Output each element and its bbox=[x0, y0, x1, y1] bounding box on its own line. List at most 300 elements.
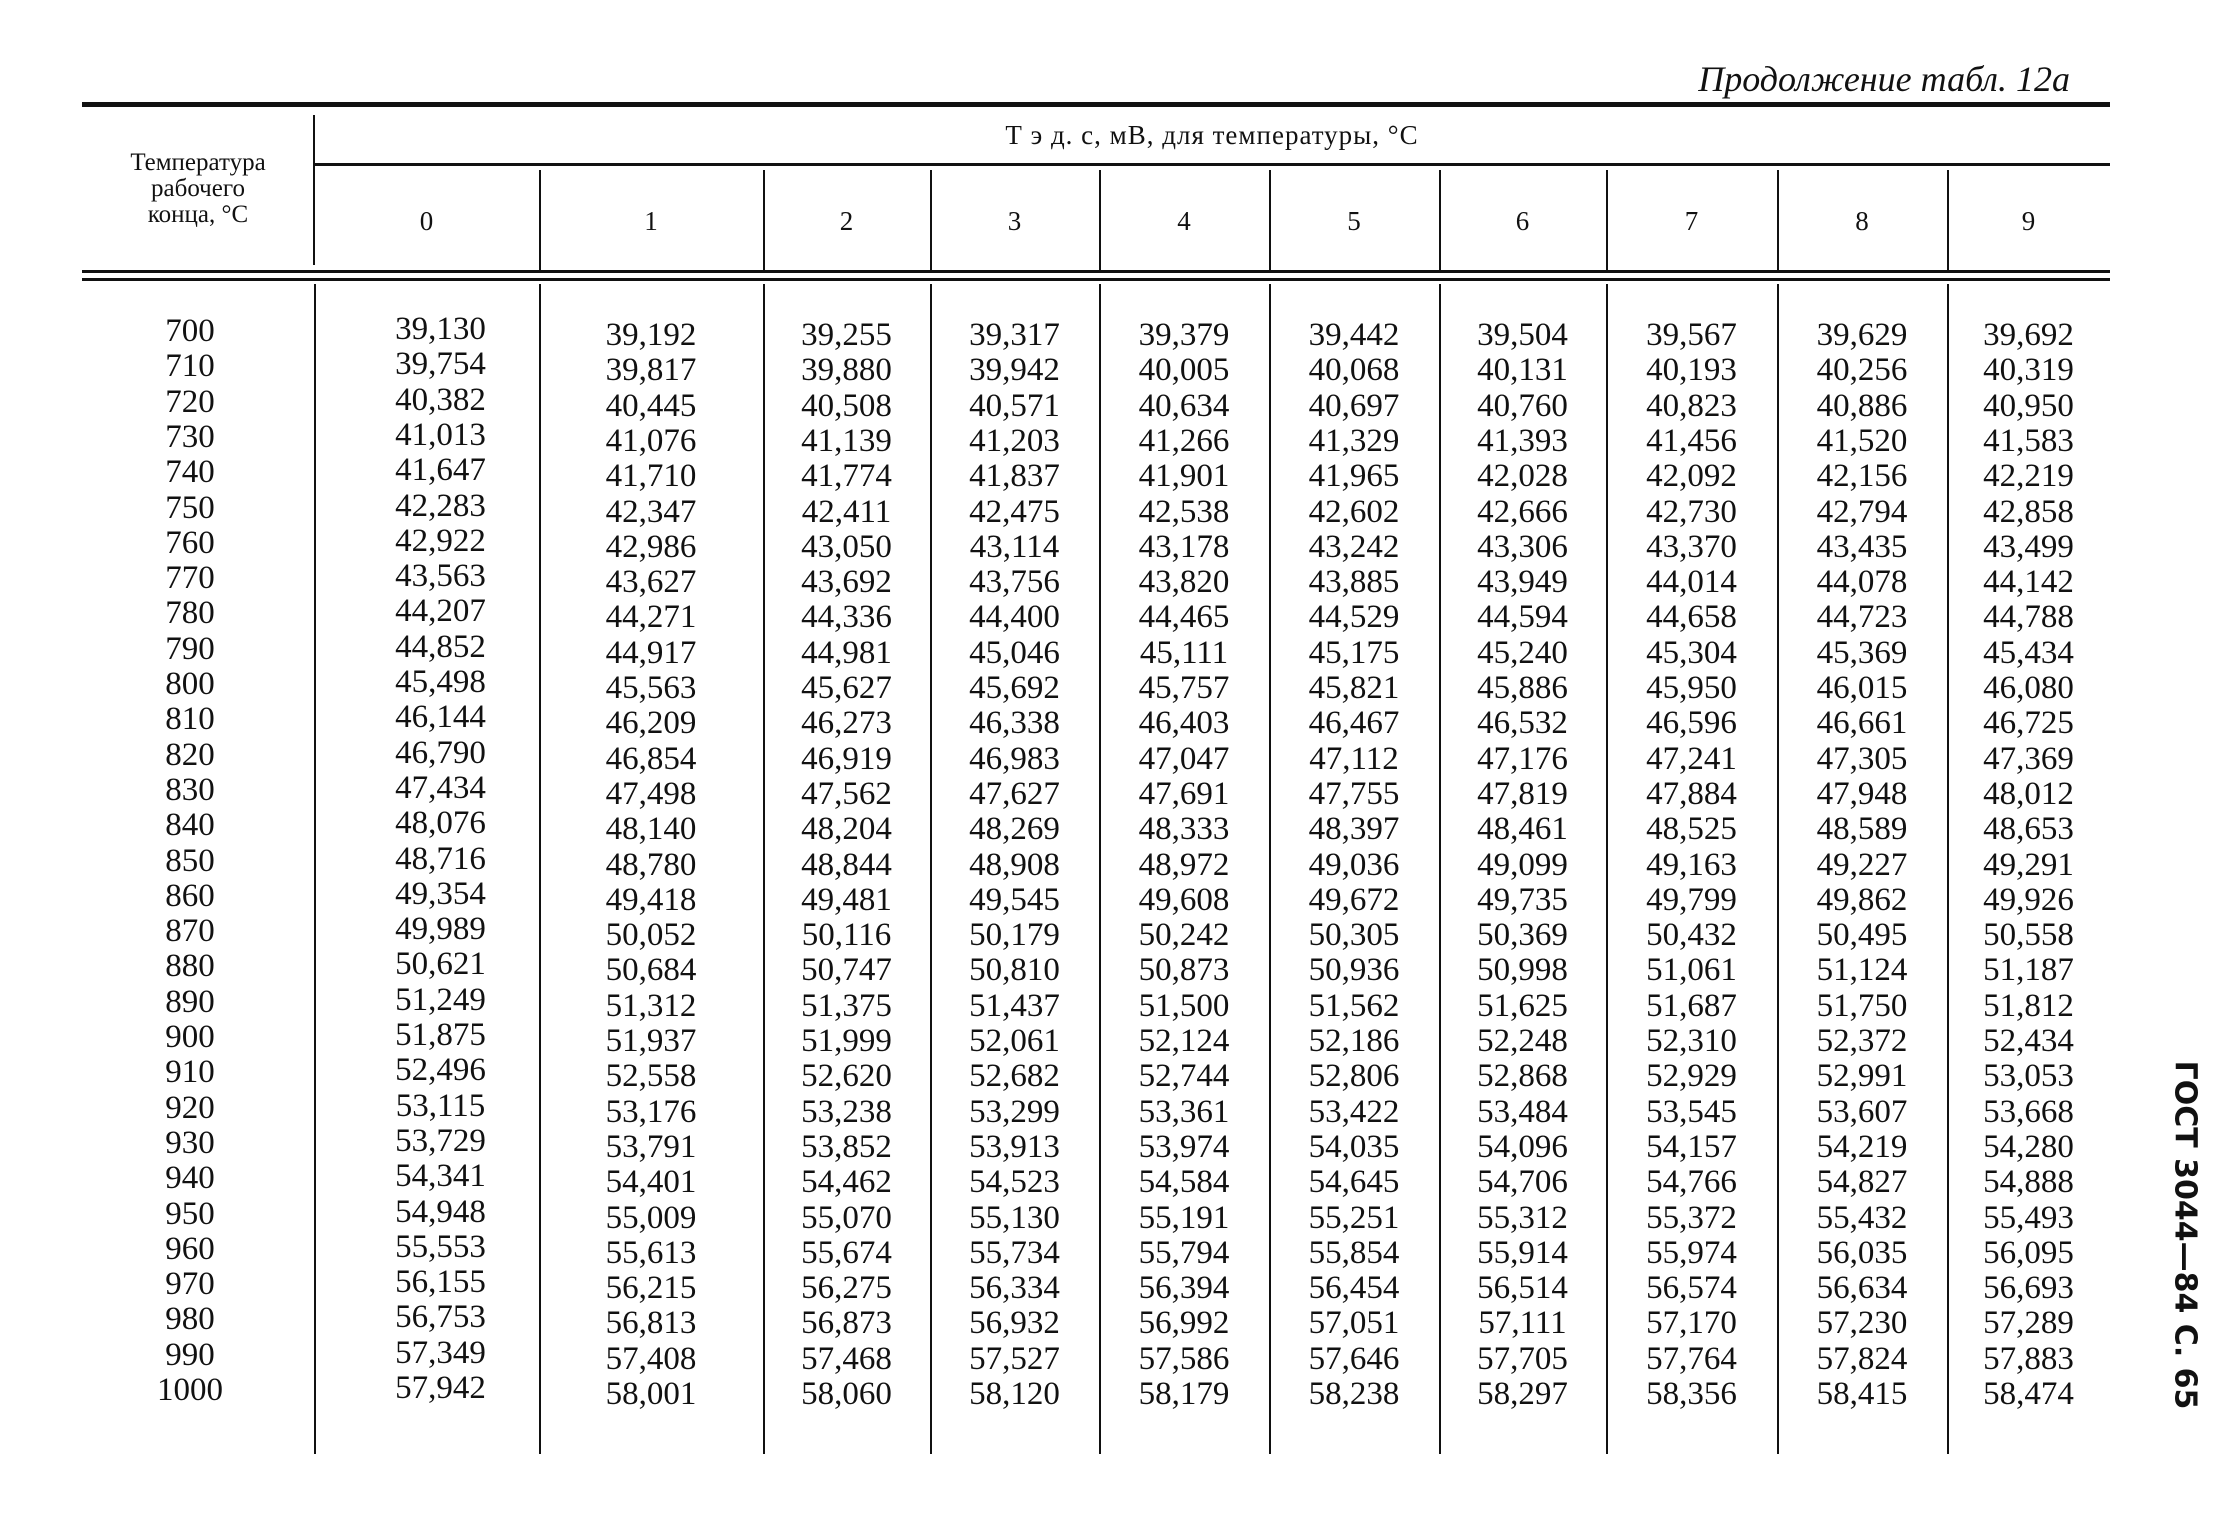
table-cell: 48,204 bbox=[801, 811, 892, 848]
table-cell: 58,238 bbox=[1308, 1376, 1400, 1412]
table-cell: 45,950 bbox=[1646, 670, 1737, 706]
table-cell: 44,014 bbox=[1646, 564, 1737, 601]
table-cell: 45,434 bbox=[1983, 634, 2074, 671]
table-cell: 44,400 bbox=[969, 599, 1060, 636]
table-cell: 45,240 bbox=[1477, 634, 1568, 671]
table-cell: 46,209 bbox=[605, 705, 697, 742]
table-cell: 40,823 bbox=[1646, 387, 1737, 424]
table-cell: 50,873 bbox=[1138, 952, 1230, 989]
table-cell: 47,369 bbox=[1983, 740, 2074, 777]
table-cell: 50,747 bbox=[801, 952, 892, 989]
table-cell: 54,523 bbox=[969, 1164, 1060, 1201]
table-cell: 51,249 bbox=[395, 981, 486, 1018]
table-cell: 56,454 bbox=[1308, 1270, 1400, 1307]
table-cell: 42,666 bbox=[1477, 493, 1568, 530]
table-cell: 47,112 bbox=[1309, 740, 1399, 777]
table-cell: 46,467 bbox=[1308, 705, 1400, 742]
header-bottom-rule bbox=[82, 270, 2110, 273]
row-temperature: 970 bbox=[165, 1266, 215, 1303]
table-cell: 40,634 bbox=[1138, 387, 1230, 424]
table-cell: 44,207 bbox=[395, 593, 486, 630]
table-cell: 51,625 bbox=[1477, 987, 1568, 1024]
table-cell: 39,942 bbox=[969, 352, 1060, 389]
table-cell: 49,799 bbox=[1646, 881, 1737, 918]
row-temperature: 810 bbox=[165, 701, 215, 738]
table-cell: 42,538 bbox=[1138, 493, 1230, 530]
table-cell: 52,434 bbox=[1983, 1023, 2074, 1059]
table-cell: 52,991 bbox=[1816, 1058, 1908, 1095]
table-cell: 53,729 bbox=[395, 1122, 486, 1159]
table-cell: 51,437 bbox=[969, 987, 1060, 1024]
table-cell: 46,338 bbox=[969, 705, 1060, 742]
row-temperature: 950 bbox=[165, 1195, 215, 1232]
table-cell: 50,116 bbox=[801, 917, 892, 954]
table-cell: 49,862 bbox=[1816, 881, 1908, 918]
table-cell: 45,821 bbox=[1308, 670, 1400, 706]
row-temperature: 890 bbox=[165, 983, 215, 1020]
table-cell: 49,227 bbox=[1816, 846, 1908, 883]
table-cell: 48,589 bbox=[1816, 811, 1908, 848]
temperature-header-line: рабочего bbox=[151, 175, 245, 202]
table-cell: 42,475 bbox=[969, 493, 1060, 530]
table-cell: 55,914 bbox=[1477, 1234, 1568, 1271]
table-cell: 40,193 bbox=[1646, 352, 1737, 389]
table-cell: 56,753 bbox=[395, 1299, 486, 1336]
table-cell: 47,691 bbox=[1138, 775, 1230, 812]
row-temperature: 840 bbox=[165, 807, 215, 844]
table-cell: 40,508 bbox=[801, 387, 892, 424]
row-temperature: 1000 bbox=[157, 1372, 223, 1408]
table-cell: 42,411 bbox=[801, 493, 892, 530]
column-header-0: 0 bbox=[419, 206, 434, 236]
table-cell: 40,005 bbox=[1138, 352, 1230, 389]
column-header-9: 9 bbox=[2021, 206, 2036, 236]
table-cell: 40,950 bbox=[1983, 387, 2074, 424]
table-cell: 50,810 bbox=[969, 952, 1060, 989]
table-cell: 49,354 bbox=[395, 875, 486, 912]
table-cell: 51,187 bbox=[1983, 952, 2074, 989]
table-cell: 41,647 bbox=[395, 452, 486, 489]
row-temperature: 870 bbox=[165, 913, 215, 950]
temperature-header-line: Температура bbox=[130, 149, 266, 176]
temperature-header-line: конца, °С bbox=[147, 201, 249, 228]
table-cell: 39,629 bbox=[1816, 317, 1908, 353]
table-cell: 53,299 bbox=[969, 1093, 1060, 1130]
table-cell: 57,051 bbox=[1308, 1305, 1400, 1342]
table-cell: 53,607 bbox=[1816, 1093, 1908, 1130]
table-cell: 48,780 bbox=[605, 846, 697, 883]
table-cell: 43,949 bbox=[1477, 564, 1568, 601]
table-cell: 52,310 bbox=[1646, 1023, 1737, 1059]
table-cell: 46,080 bbox=[1983, 670, 2074, 706]
table-cell: 46,983 bbox=[969, 740, 1060, 777]
table-cell: 57,349 bbox=[395, 1334, 486, 1371]
table-cell: 42,028 bbox=[1477, 458, 1568, 495]
table-cell: 39,317 bbox=[969, 317, 1060, 353]
table-cell: 42,986 bbox=[605, 528, 697, 565]
table-cell: 51,500 bbox=[1138, 987, 1230, 1024]
table-cell: 46,403 bbox=[1138, 705, 1230, 742]
table-cell: 56,574 bbox=[1646, 1270, 1737, 1307]
row-temperature: 800 bbox=[165, 666, 215, 702]
table-cell: 48,461 bbox=[1477, 811, 1568, 848]
table-cell: 56,634 bbox=[1816, 1270, 1908, 1307]
column-header-6: 6 bbox=[1515, 206, 1530, 236]
row-temperature: 720 bbox=[165, 383, 215, 420]
table-cell: 44,529 bbox=[1308, 599, 1400, 636]
table-cell: 50,495 bbox=[1816, 917, 1908, 954]
row-temperature: 740 bbox=[165, 454, 215, 491]
table-cell: 46,725 bbox=[1983, 705, 2074, 742]
table-cell: 46,854 bbox=[605, 740, 697, 777]
table-cell: 55,674 bbox=[801, 1234, 892, 1271]
table-cell: 40,886 bbox=[1816, 387, 1908, 424]
table-cell: 46,273 bbox=[801, 705, 892, 742]
table-cell: 52,868 bbox=[1477, 1058, 1568, 1095]
table-cell: 56,215 bbox=[605, 1270, 697, 1307]
table-cell: 49,099 bbox=[1477, 846, 1568, 883]
table-cell: 42,858 bbox=[1983, 493, 2074, 530]
table-cell: 47,498 bbox=[605, 775, 697, 812]
table-cell: 43,178 bbox=[1138, 528, 1230, 565]
table-cell: 58,060 bbox=[801, 1376, 892, 1412]
table-cell: 50,432 bbox=[1646, 917, 1737, 954]
table-cell: 45,369 bbox=[1816, 634, 1908, 671]
table-cell: 53,361 bbox=[1138, 1093, 1230, 1130]
continuation-title: Продолжение табл. 12а bbox=[1698, 59, 2070, 99]
table-cell: 55,432 bbox=[1816, 1199, 1908, 1236]
table-cell: 52,186 bbox=[1308, 1023, 1400, 1059]
table-cell: 42,602 bbox=[1308, 493, 1400, 530]
table-cell: 58,415 bbox=[1816, 1376, 1908, 1412]
table-cell: 52,744 bbox=[1138, 1058, 1230, 1095]
table-cell: 43,242 bbox=[1308, 528, 1400, 565]
table-cell: 40,319 bbox=[1983, 352, 2074, 389]
table-cell: 48,012 bbox=[1983, 775, 2074, 812]
table-cell: 39,817 bbox=[605, 352, 697, 389]
table-cell: 47,241 bbox=[1646, 740, 1737, 777]
table-cell: 53,115 bbox=[395, 1087, 486, 1124]
table-cell: 57,646 bbox=[1308, 1340, 1400, 1377]
table-cell: 52,929 bbox=[1646, 1058, 1737, 1095]
table-cell: 45,046 bbox=[969, 634, 1060, 671]
table-cell: 39,255 bbox=[801, 317, 892, 353]
table-cell: 54,827 bbox=[1816, 1164, 1908, 1201]
table-cell: 53,422 bbox=[1308, 1093, 1400, 1130]
table-cell: 52,248 bbox=[1477, 1023, 1568, 1059]
table-cell: 57,170 bbox=[1646, 1305, 1737, 1342]
table-cell: 55,794 bbox=[1138, 1234, 1230, 1271]
table-cell: 52,124 bbox=[1138, 1023, 1230, 1059]
table-cell: 54,462 bbox=[801, 1164, 892, 1201]
table-cell: 51,375 bbox=[801, 987, 892, 1024]
table-cell: 44,594 bbox=[1477, 599, 1568, 636]
table-cell: 39,754 bbox=[395, 346, 486, 383]
table-cell: 47,047 bbox=[1138, 740, 1230, 777]
table-cell: 39,567 bbox=[1646, 317, 1737, 353]
table-cell: 39,442 bbox=[1308, 317, 1400, 353]
table-cell: 53,238 bbox=[801, 1093, 892, 1130]
table-cell: 53,913 bbox=[969, 1128, 1060, 1165]
row-temperature: 940 bbox=[165, 1160, 215, 1197]
table-cell: 51,061 bbox=[1646, 952, 1737, 989]
table-cell: 40,068 bbox=[1308, 352, 1400, 389]
table-cell: 55,613 bbox=[605, 1234, 697, 1271]
table-cell: 56,873 bbox=[801, 1305, 892, 1342]
table-cell: 55,312 bbox=[1477, 1199, 1568, 1236]
table-cell: 49,545 bbox=[969, 881, 1060, 918]
table-cell: 53,852 bbox=[801, 1128, 892, 1165]
table-cell: 47,176 bbox=[1477, 740, 1568, 777]
column-header-3: 3 bbox=[1007, 206, 1022, 236]
table-cell: 41,837 bbox=[969, 458, 1060, 495]
table-cell: 50,242 bbox=[1138, 917, 1230, 954]
table-cell: 48,716 bbox=[395, 840, 486, 877]
table-cell: 40,131 bbox=[1477, 352, 1568, 389]
table-cell: 48,140 bbox=[605, 811, 697, 848]
table-cell: 49,989 bbox=[395, 911, 486, 948]
table-cell: 57,289 bbox=[1983, 1305, 2074, 1342]
row-temperature: 920 bbox=[165, 1089, 215, 1126]
table-cell: 48,653 bbox=[1983, 811, 2074, 848]
table-cell: 46,919 bbox=[801, 740, 892, 777]
table-cell: 41,774 bbox=[801, 458, 892, 495]
table-cell: 45,627 bbox=[801, 670, 892, 706]
table-cell: 56,813 bbox=[605, 1305, 697, 1342]
table-cell: 53,668 bbox=[1983, 1093, 2074, 1130]
table-cell: 56,992 bbox=[1138, 1305, 1230, 1342]
table-cell: 47,434 bbox=[395, 769, 486, 806]
table-cell: 48,076 bbox=[395, 805, 486, 842]
table-cell: 53,974 bbox=[1138, 1128, 1230, 1165]
table-cell: 57,230 bbox=[1816, 1305, 1908, 1342]
table-cell: 46,790 bbox=[395, 734, 486, 771]
table-cell: 45,692 bbox=[969, 670, 1060, 706]
table-cell: 54,219 bbox=[1816, 1128, 1908, 1165]
table-cell: 53,545 bbox=[1646, 1093, 1737, 1130]
table-top-rule bbox=[82, 102, 2110, 107]
table-cell: 53,484 bbox=[1477, 1093, 1568, 1130]
table-cell: 43,627 bbox=[605, 564, 697, 601]
table-cell: 57,942 bbox=[395, 1370, 486, 1406]
table-cell: 55,734 bbox=[969, 1234, 1060, 1271]
table-cell: 57,705 bbox=[1477, 1340, 1568, 1377]
row-temperature: 860 bbox=[165, 877, 215, 914]
table-cell: 56,693 bbox=[1983, 1270, 2074, 1307]
table-cell: 56,155 bbox=[395, 1264, 486, 1301]
row-temperature: 730 bbox=[165, 418, 215, 455]
table-cell: 45,304 bbox=[1646, 634, 1737, 671]
table-cell: 42,092 bbox=[1646, 458, 1737, 495]
row-temperature: 880 bbox=[165, 948, 215, 985]
table-cell: 49,291 bbox=[1983, 846, 2074, 883]
group-header-rule bbox=[314, 163, 2110, 166]
table-cell: 42,283 bbox=[395, 487, 486, 524]
table-cell: 42,219 bbox=[1983, 458, 2074, 495]
table-cell: 51,562 bbox=[1308, 987, 1400, 1024]
table-cell: 55,009 bbox=[605, 1199, 697, 1236]
table-cell: 46,661 bbox=[1816, 705, 1908, 742]
table-cell: 45,563 bbox=[605, 670, 697, 706]
temperature-column-header bbox=[82, 150, 314, 228]
table-cell: 41,013 bbox=[395, 416, 486, 453]
table-cell: 43,114 bbox=[969, 528, 1060, 565]
table-cell: 52,806 bbox=[1308, 1058, 1400, 1095]
table-cell: 44,658 bbox=[1646, 599, 1737, 636]
table-cell: 48,525 bbox=[1646, 811, 1737, 848]
table-cell: 39,880 bbox=[801, 352, 892, 389]
table-cell: 46,015 bbox=[1816, 670, 1908, 706]
table-cell: 50,558 bbox=[1983, 917, 2074, 954]
table-cell: 40,256 bbox=[1816, 352, 1908, 389]
table-cell: 41,710 bbox=[605, 458, 697, 495]
table-cell: 48,397 bbox=[1308, 811, 1400, 848]
table-cell: 52,620 bbox=[801, 1058, 892, 1095]
table-cell: 54,645 bbox=[1308, 1164, 1400, 1201]
table-cell: 55,493 bbox=[1983, 1199, 2074, 1236]
table-cell: 50,684 bbox=[605, 952, 697, 989]
table-cell: 52,682 bbox=[969, 1058, 1060, 1095]
table-cell: 49,163 bbox=[1646, 846, 1737, 883]
table-cell: 57,468 bbox=[801, 1340, 892, 1377]
table-cell: 56,394 bbox=[1138, 1270, 1230, 1307]
column-header-8: 8 bbox=[1855, 206, 1869, 236]
table-cell: 49,672 bbox=[1308, 881, 1400, 918]
table-cell: 48,844 bbox=[801, 846, 892, 883]
row-temperature: 830 bbox=[165, 771, 215, 808]
table-cell: 57,586 bbox=[1138, 1340, 1230, 1377]
table-cell: 55,130 bbox=[969, 1199, 1060, 1236]
row-temperature: 960 bbox=[165, 1230, 215, 1267]
table-cell: 44,271 bbox=[605, 599, 697, 636]
table-cell: 56,035 bbox=[1816, 1234, 1908, 1271]
table-cell: 55,191 bbox=[1138, 1199, 1230, 1236]
table-cell: 57,764 bbox=[1646, 1340, 1737, 1377]
table-cell: 47,819 bbox=[1477, 775, 1568, 812]
row-temperature: 820 bbox=[165, 736, 215, 773]
table-cell: 40,571 bbox=[969, 387, 1060, 424]
table-cell: 56,514 bbox=[1477, 1270, 1568, 1307]
table-cell: 57,111 bbox=[1478, 1305, 1567, 1342]
table-cell: 58,297 bbox=[1477, 1376, 1568, 1412]
header-bottom-rule-2 bbox=[82, 278, 2110, 281]
column-header-5: 5 bbox=[1347, 206, 1361, 236]
table-cell: 54,035 bbox=[1308, 1128, 1400, 1165]
table-cell: 44,465 bbox=[1138, 599, 1230, 636]
column-header-7: 7 bbox=[1684, 206, 1699, 236]
table-cell: 54,888 bbox=[1983, 1164, 2074, 1201]
table-cell: 54,157 bbox=[1646, 1128, 1737, 1165]
table-cell: 54,280 bbox=[1983, 1128, 2074, 1165]
table-cell: 54,096 bbox=[1477, 1128, 1568, 1165]
column-header-4: 4 bbox=[1177, 206, 1191, 236]
table-cell: 43,499 bbox=[1983, 528, 2074, 565]
table-cell: 44,078 bbox=[1816, 564, 1908, 601]
row-temperature: 850 bbox=[165, 842, 215, 879]
table-cell: 39,504 bbox=[1477, 317, 1568, 353]
table-cell: 44,917 bbox=[605, 634, 697, 671]
table-cell: 45,498 bbox=[395, 664, 486, 700]
table-cell: 40,382 bbox=[395, 381, 486, 418]
column-divider bbox=[314, 284, 316, 1454]
table-cell: 44,852 bbox=[395, 628, 486, 665]
table-cell: 55,372 bbox=[1646, 1199, 1737, 1236]
table-cell: 40,697 bbox=[1308, 387, 1400, 424]
table-cell: 45,111 bbox=[1139, 634, 1229, 671]
table-cell: 55,854 bbox=[1308, 1234, 1400, 1271]
table-cell: 51,812 bbox=[1983, 987, 2074, 1024]
table-cell: 42,922 bbox=[395, 522, 486, 559]
table-cell: 46,532 bbox=[1477, 705, 1568, 742]
table-cell: 57,883 bbox=[1983, 1340, 2074, 1377]
table-cell: 50,936 bbox=[1308, 952, 1400, 989]
table-cell: 45,886 bbox=[1477, 670, 1568, 706]
table-cell: 58,179 bbox=[1138, 1376, 1230, 1412]
table-cell: 51,999 bbox=[801, 1023, 892, 1059]
table-cell: 52,372 bbox=[1816, 1023, 1908, 1059]
row-temperature: 990 bbox=[165, 1336, 215, 1373]
table-cell: 50,052 bbox=[605, 917, 697, 954]
table-cell: 48,972 bbox=[1138, 846, 1230, 883]
group-header: Т э д. с, мВ, для температуры, °С bbox=[1005, 120, 1419, 150]
table-cell: 41,583 bbox=[1983, 422, 2074, 459]
table-cell: 41,456 bbox=[1646, 422, 1737, 459]
table-cell: 56,275 bbox=[801, 1270, 892, 1307]
table-cell: 44,142 bbox=[1983, 564, 2074, 601]
table-cell: 52,496 bbox=[395, 1052, 486, 1089]
table-cell: 41,076 bbox=[605, 422, 697, 459]
table-cell: 43,563 bbox=[395, 558, 486, 595]
table-cell: 40,445 bbox=[605, 387, 697, 424]
table-cell: 41,139 bbox=[801, 422, 892, 459]
table-cell: 46,144 bbox=[395, 699, 486, 736]
table-cell: 43,692 bbox=[801, 564, 892, 601]
table-cell: 40,760 bbox=[1477, 387, 1568, 424]
table-cell: 57,824 bbox=[1816, 1340, 1908, 1377]
row-temperature: 900 bbox=[165, 1019, 215, 1055]
row-temperature: 930 bbox=[165, 1124, 215, 1161]
table-cell: 54,341 bbox=[395, 1158, 486, 1195]
table-cell: 54,584 bbox=[1138, 1164, 1230, 1201]
column-header-2: 2 bbox=[839, 206, 854, 236]
table-cell: 43,370 bbox=[1646, 528, 1737, 565]
row-temperature: 760 bbox=[165, 524, 215, 561]
table-cell: 49,926 bbox=[1983, 881, 2074, 918]
table-cell: 45,757 bbox=[1138, 670, 1230, 706]
row-temperature: 710 bbox=[165, 348, 215, 385]
table-cell: 53,791 bbox=[605, 1128, 697, 1165]
table-cell: 54,948 bbox=[395, 1193, 486, 1230]
table-cell: 50,998 bbox=[1477, 952, 1568, 989]
table-cell: 57,527 bbox=[969, 1340, 1060, 1377]
table-cell: 49,608 bbox=[1138, 881, 1230, 918]
table-cell: 56,095 bbox=[1983, 1234, 2074, 1271]
row-temperature: 770 bbox=[165, 560, 215, 597]
table-cell: 50,369 bbox=[1477, 917, 1568, 954]
table-cell: 51,124 bbox=[1816, 952, 1908, 989]
row-temperature: 700 bbox=[165, 313, 215, 349]
table-cell: 55,070 bbox=[801, 1199, 892, 1236]
page-footer-label: ГОСТ 3044—84 С. 65 bbox=[2167, 1060, 2203, 1410]
table-cell: 47,562 bbox=[801, 775, 892, 812]
table-cell: 56,932 bbox=[969, 1305, 1060, 1342]
table-cell: 43,050 bbox=[801, 528, 892, 565]
table-cell: 41,393 bbox=[1477, 422, 1568, 459]
table-cell: 46,596 bbox=[1646, 705, 1737, 742]
table-cell: 44,336 bbox=[801, 599, 892, 636]
table-cell: 44,723 bbox=[1816, 599, 1908, 636]
table-cell: 57,408 bbox=[605, 1340, 697, 1377]
